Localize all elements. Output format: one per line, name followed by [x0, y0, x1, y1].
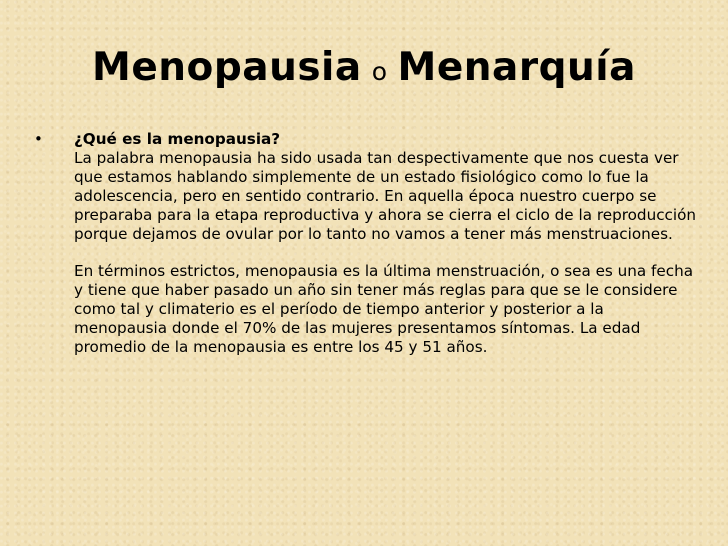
question-heading: ¿Qué es la menopausia?: [74, 130, 281, 148]
title-conjunction: o: [371, 57, 388, 86]
slide-title: [0, 40, 728, 100]
title-word-menarquia: Menarquía: [397, 45, 636, 90]
second-paragraph: [74, 262, 700, 357]
bullet-body: [74, 130, 700, 357]
title-word-menopausia: Menopausia: [92, 45, 362, 90]
bullet-icon: •: [34, 130, 43, 148]
first-paragraph: [74, 130, 700, 245]
paragraph-text-1: La palabra menopausia ha sido usada tan despectivamente que nos cuesta ver que estamos hablando simplemente de un estado fisiológico como lo fue la adolescencia, pero en sentido contrario. En aquella época nuestro cuerpo se preparaba para la etapa reproductiva y ahora se cierra el ciclo de la reproducción porque dejamos de ovular por lo tanto no vamos a tener más menstruaciones.: [74, 149, 697, 244]
paragraph-text-2: En términos estrictos, menopausia es la última menstruación, o sea es una fecha y tiene que haber pasado un año sin tener más reglas para que se le considere como tal y climaterio es el período de tiempo anterior y posterior a la menopausia donde el 70% de las mujeres presentamos síntomas. La edad promedio de la menopausia es entre los 45 y 51 años.: [74, 261, 694, 356]
bullet-item: [34, 130, 700, 357]
slide-content: [34, 130, 700, 357]
